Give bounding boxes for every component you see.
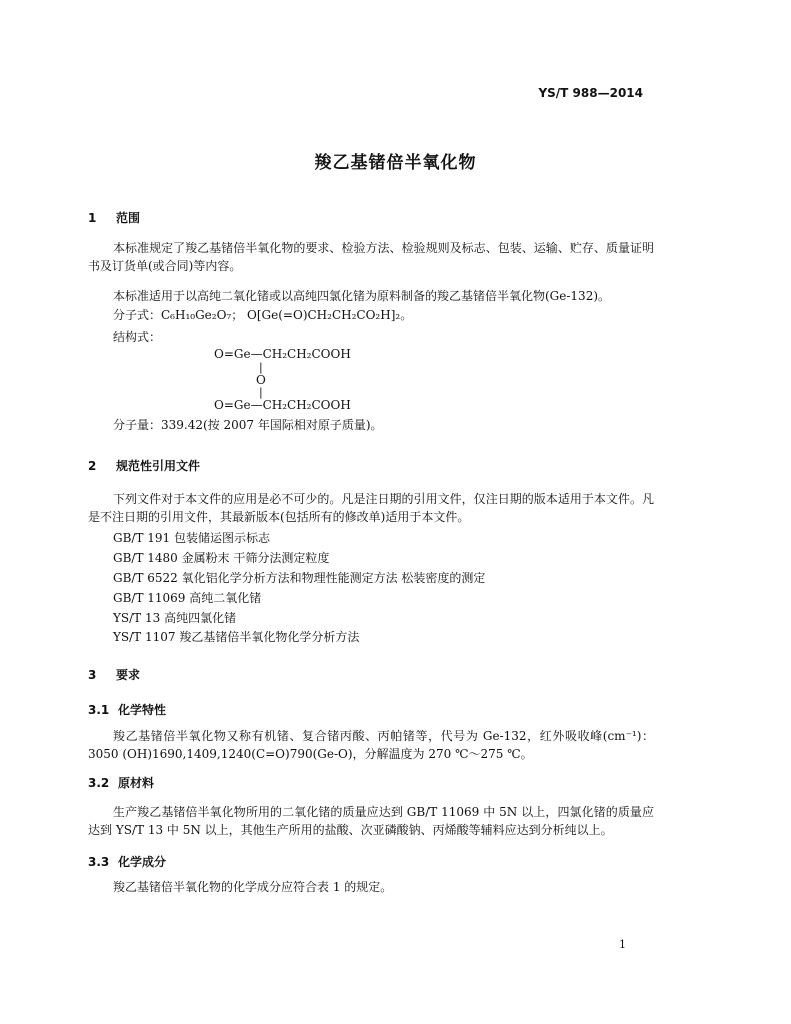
section-3-heading bbox=[88, 666, 140, 683]
section-3-3-heading bbox=[88, 853, 166, 870]
section-3-1-number: 3.1 bbox=[88, 703, 110, 717]
section-3-title: 要求 bbox=[116, 668, 141, 682]
section-3-number: 3 bbox=[88, 668, 97, 682]
page-number: 1 bbox=[619, 938, 626, 951]
document-title: 羧乙基锗倍半氧化物 bbox=[314, 153, 477, 173]
section-2-intro: 下列文件对于本文件的应用是必不可少的。凡是注日期的引用文件，仅注日期的版本适用于本文件。凡是不注日期的引用文件，其最新版本(包括所有的修改单)适用于本文件。 bbox=[88, 492, 654, 524]
section-3-2-number: 3.2 bbox=[88, 776, 110, 790]
structure-top-line: O=Ge—CH₂CH₂COOH bbox=[214, 347, 351, 361]
reference-item: GB/T 1480 金属粉末 干筛分法测定粒度 bbox=[113, 551, 330, 565]
reference-item: YS/T 1107 羧乙基锗倍半氧化物化学分析方法 bbox=[113, 630, 360, 644]
section-3-3-text: 羧乙基锗倍半氧化物的化学成分应符合表 1 的规定。 bbox=[113, 880, 393, 894]
section-3-2-text: 生产羧乙基锗倍半氧化物所用的二氧化锗的质量应达到 GB/T 11069 中 5N 以上，四氯化锗的质量应达到 YS/T 13 中 5N 以上，其他生产所用的盐酸、次亚磷酸钠、丙烯酸等辅料应达到分析纯以上。 bbox=[88, 805, 654, 837]
structure-bond-lower: | bbox=[259, 386, 263, 399]
section-1-heading bbox=[88, 209, 140, 226]
section-3-1-text: 羧乙基锗倍半氧化物又称有机锗、复合锗丙酸、丙帕锗等，代号为 Ge-132，红外吸收峰(cm⁻¹)：3050 (OH)1690,1409,1240(C=O)790(Ge-O)，分解温度为 270 ℃～275 ℃。 bbox=[88, 729, 654, 761]
section-3-3-number: 3.3 bbox=[88, 855, 110, 869]
structure-bottom-line: O=Ge—CH₂CH₂COOH bbox=[214, 398, 351, 412]
section-1-paragraph-1: 本标准规定了羧乙基锗倍半氧化物的要求、检验方法、检验规则及标志、包装、运输、贮存、质量证明书及订货单(或合同)等内容。 bbox=[88, 241, 654, 273]
molecular-weight: 分子量：339.42(按 2007 年国际相对原子质量)。 bbox=[113, 418, 383, 432]
section-1-number: 1 bbox=[88, 211, 97, 225]
molecular-formula: 分子式：C₆H₁₀Ge₂O₇； O[Ge(=O)CH₂CH₂CO₂H]₂。 bbox=[113, 308, 413, 322]
reference-item: GB/T 6522 氧化铝化学分析方法和物理性能测定方法 松装密度的测定 bbox=[113, 571, 486, 585]
section-1-paragraph-2: 本标准适用于以高纯二氧化锗或以高纯四氯化锗为原料制备的羧乙基锗倍半氧化物(Ge-132)。 bbox=[113, 289, 611, 303]
section-3-2-heading bbox=[88, 774, 154, 791]
reference-item: YS/T 13 高纯四氯化锗 bbox=[113, 611, 237, 625]
structure-label: 结构式： bbox=[113, 330, 162, 344]
section-2-title: 规范性引用文件 bbox=[116, 459, 201, 473]
reference-item: GB/T 191 包装储运图示标志 bbox=[113, 531, 270, 545]
structure-bridge-oxygen: O bbox=[256, 373, 266, 387]
section-2-number: 2 bbox=[88, 459, 97, 473]
section-3-2-title: 原材料 bbox=[118, 776, 155, 790]
section-1-title: 范围 bbox=[116, 211, 141, 225]
standard-code: YS/T 988—2014 bbox=[538, 86, 643, 100]
section-3-1-heading bbox=[88, 701, 166, 718]
section-3-3-title: 化学成分 bbox=[118, 855, 167, 869]
reference-item: GB/T 11069 高纯二氧化锗 bbox=[113, 591, 262, 605]
section-3-1-title: 化学特性 bbox=[118, 703, 167, 717]
section-2-heading bbox=[88, 457, 200, 474]
structure-bond-upper: | bbox=[259, 361, 263, 374]
